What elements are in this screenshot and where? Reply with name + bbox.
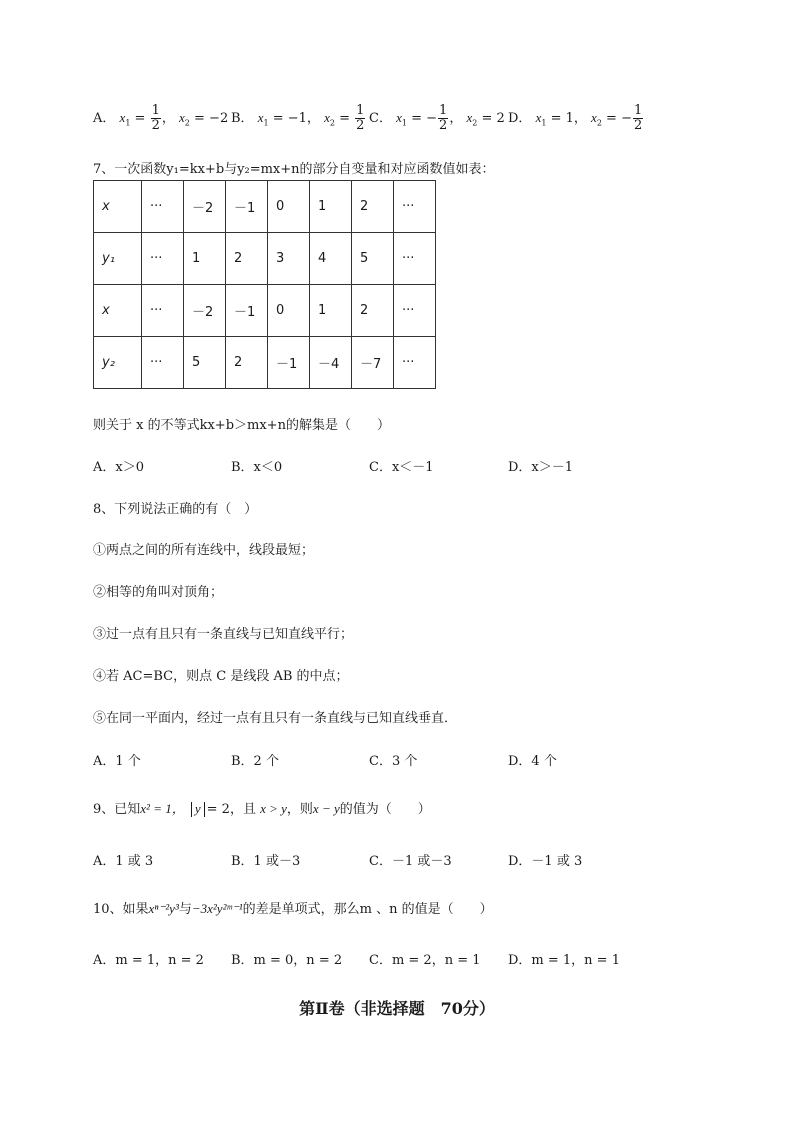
table-cell: －2 — [184, 285, 226, 337]
q7-option-b: B．x＜0 — [231, 460, 283, 475]
table-row — [94, 233, 436, 285]
table-cell: y₂ — [94, 337, 142, 389]
table-cell: 5 — [184, 337, 226, 389]
table-cell: x — [94, 181, 142, 233]
q8-statement-1: ①两点之间的所有连线中，线段最短； — [93, 543, 315, 558]
table-cell: ··· — [142, 337, 184, 389]
table-cell: －1 — [226, 285, 268, 337]
q7-stem: 7、一次函数y₁=kx+b与y₂=mx+n的部分自变量和对应函数值如表： — [93, 162, 495, 177]
q8-option-a: A．1 个 — [93, 754, 141, 769]
q8-statement-5: ⑤在同一平面内，经过一点有且只有一条直线与已知直线垂直． — [93, 711, 458, 726]
q8-statement-3: ③过一点有且只有一条直线与已知直线平行； — [93, 627, 354, 642]
table-cell: 5 — [352, 233, 394, 285]
table-cell: 2 — [226, 337, 268, 389]
q10-stem: 10、如果xⁿ⁻²y³与−3x²y²ᵐ⁻¹的差是单项式，那么m 、n 的值是（ ） — [93, 901, 493, 917]
q9-stem: 9、已知x² = 1， y = 2，且 x > y，则x − y的值为（ ） — [93, 801, 431, 817]
table-cell: －7 — [352, 337, 394, 389]
table-cell: 0 — [268, 181, 310, 233]
q7-question: 则关于 x 的不等式kx+b＞mx+n的解集是（ ） — [93, 418, 390, 433]
table-cell: ··· — [142, 285, 184, 337]
table-cell: 1 — [310, 181, 352, 233]
q6-option-d: D． $x_1 = 1$， $x_2$ = − $\frac{1}{2}$ — [508, 103, 643, 133]
table-cell: 2 — [352, 285, 394, 337]
table-cell: ··· — [142, 233, 184, 285]
q10-option-b: B．m = 0，n = 2 — [231, 953, 343, 968]
table-cell: 2 — [352, 181, 394, 233]
table-cell: 1 — [184, 233, 226, 285]
q10-option-c: C．m = 2，n = 1 — [369, 953, 481, 968]
q7-value-table — [93, 180, 436, 389]
q8-option-d: D．4 个 — [508, 754, 557, 769]
q8-statement-4: ④若 AC=BC，则点 C 是线段 AB 的中点； — [93, 669, 349, 684]
q8-stem: 8、下列说法正确的有（ ） — [93, 502, 258, 517]
q6-option-b: B． $x_1 = -1$， $x_2$ = $\frac{1}{2}$ — [231, 103, 365, 133]
q8-statement-2: ②相等的角叫对顶角； — [93, 585, 224, 600]
table-cell: ··· — [142, 181, 184, 233]
table-cell: －1 — [226, 181, 268, 233]
section-title: 第Ⅱ卷（非选择题 70分） — [299, 999, 495, 1018]
q8-option-c: C．3 个 — [369, 754, 418, 769]
q10-option-a: A．m = 1，n = 2 — [93, 953, 204, 968]
table-cell: ··· — [394, 233, 436, 285]
q9-option-d: D．－1 或 3 — [508, 854, 583, 869]
table-cell: 4 — [310, 233, 352, 285]
q6-option-a: A． $x_1$ = $\frac{1}{2}$ ， $x_2 = -2$ — [93, 103, 229, 133]
table-cell: －2 — [184, 181, 226, 233]
q9-option-c: C．－1 或－3 — [369, 854, 452, 869]
table-cell: x — [94, 285, 142, 337]
table-cell: 1 — [310, 285, 352, 337]
q7-option-c: C．x＜－1 — [369, 460, 434, 475]
q7-option-a: A．x＞0 — [93, 460, 144, 475]
q10-option-d: D．m = 1，n = 1 — [508, 953, 620, 968]
table-row — [94, 337, 436, 389]
table-cell: ··· — [394, 337, 436, 389]
table-cell: －4 — [310, 337, 352, 389]
table-row — [94, 181, 436, 233]
table-row — [94, 285, 436, 337]
q8-option-b: B．2 个 — [231, 754, 279, 769]
q7-option-d: D．x＞－1 — [508, 460, 574, 475]
table-cell: 2 — [226, 233, 268, 285]
table-cell: 3 — [268, 233, 310, 285]
table-cell: －1 — [268, 337, 310, 389]
table-cell: 0 — [268, 285, 310, 337]
table-cell: ··· — [394, 285, 436, 337]
table-cell: ··· — [394, 181, 436, 233]
table-cell: y₁ — [94, 233, 142, 285]
q9-option-a: A．1 或 3 — [93, 854, 154, 869]
q9-option-b: B．1 或－3 — [231, 854, 301, 869]
q6-option-c: C． $x_1$ = − $\frac{1}{2}$ ， $x_2 = 2$ — [369, 103, 505, 133]
